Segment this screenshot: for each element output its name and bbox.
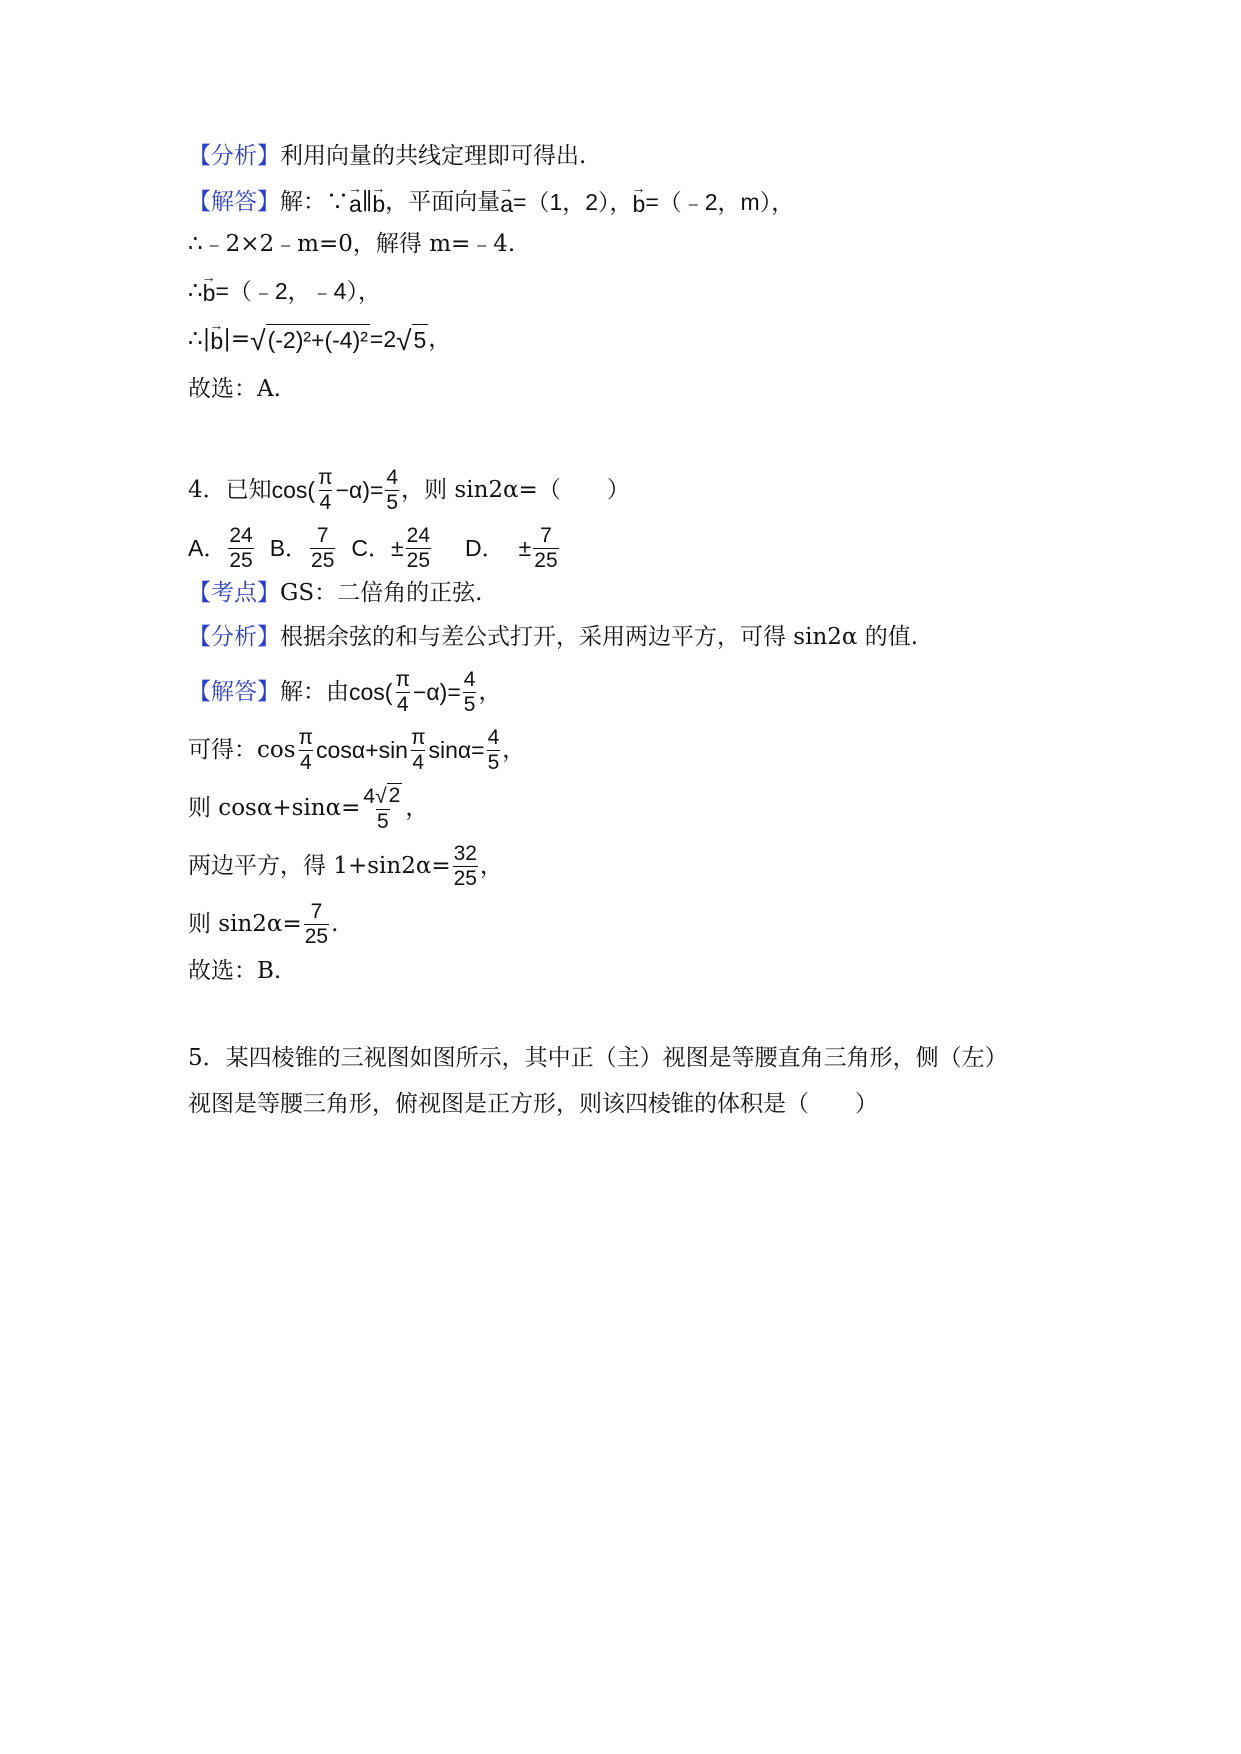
line-end: . [331,911,339,937]
answer-tag: 【解答】 [188,679,280,705]
l2-prefix: 可得：cos [188,737,296,763]
analysis-text: 利用向量的共线定理即可得出. [280,143,587,169]
parallel-symbol: ∥ [361,189,373,215]
line-end: ， [428,326,452,352]
sqrt-two: √ 2 [375,783,401,808]
sqrt-symbol: √ [250,324,266,356]
fraction-7-25: $\frac{7}{25}$ [304,899,329,948]
q4-choose [188,956,281,986]
therefore: ∴ [188,278,203,304]
fraction-pi-4: $\frac{\pi}{4}$ [395,667,410,716]
q3-analysis [188,141,586,171]
kaodian-tag: 【考点】 [188,580,280,606]
l2-mid1: cosα+sin [316,737,408,763]
q5-line2 [188,1089,878,1119]
q4-kaodian [188,578,482,608]
l2-mid2: sinα= [428,737,485,763]
option-fraction: $\frac{7}{25}$ [311,523,335,572]
fraction-4-5: $\frac{4}{5}$ [487,725,500,774]
answer-mid2: =（1，2）， [513,189,633,215]
cos-open: cos( [271,477,316,503]
stem-tail: ，则 sin2α=（ ） [401,477,630,503]
q4-line4 [188,838,503,894]
minus-alpha: −α)= [412,679,461,705]
option-c: C． ± $\frac{24}{25}$ [351,523,431,572]
question-text: 5．某四棱锥的三视图如图所示，其中正（主）视图是等腰直角三角形，侧（左） [188,1045,1008,1071]
fraction-pi-4: $\frac{\pi}{4}$ [298,725,314,774]
fraction-pi-4: $\frac{\pi}{4}$ [410,725,426,774]
analysis-tag: 【分析】 [188,624,280,650]
vector-a: → a [500,185,513,219]
line-end: ， [478,679,502,705]
q4-stem [188,462,630,518]
option-fraction: $\frac{7}{25}$ [534,523,558,572]
fraction-32-25: $\frac{32}{25}$ [453,841,477,890]
q4-answer [188,664,501,720]
therefore-abs: ∴| [188,326,211,352]
question-number: 4．已知 [188,477,272,503]
question-text: 视图是等腰三角形，俯视图是正方形，则该四棱锥的体积是（ ） [188,1091,878,1117]
fraction-4-5: $\frac{4}{5}$ [463,667,476,716]
radicand: (-2)²+(-4)² [266,324,370,355]
answer-prefix: 解：由 [280,679,349,705]
answer-prefix: 解：∵ [280,189,349,215]
q4-analysis [188,622,918,652]
answer-tag: 【解答】 [188,189,280,215]
fraction-pi-4: $\frac{\pi}{4}$ [318,465,333,514]
option-d: D． ± $\frac{7}{25}$ [465,523,558,572]
q3-answer [188,185,794,219]
q4-line5 [188,896,338,952]
l3-prefix: 则 cosα+sinα= [188,795,361,821]
q3-line2 [188,229,515,259]
equation-line: ∴﹣2×2﹣m=0，解得 m=﹣4. [188,231,516,257]
fraction-4-5: $\frac{4}{5}$ [386,465,399,514]
line-end: ， [502,737,526,763]
sqrt-five [396,324,428,355]
line-end: ， [479,853,503,879]
minus-alpha: −α)= [335,477,384,503]
q4-line2 [188,722,525,778]
q3-line3 [188,274,381,308]
cos-open: cos( [349,679,393,705]
q5-line1 [188,1043,1008,1073]
vector-b: → b [203,274,216,308]
option-fraction: $\frac{24}{25}$ [406,523,431,572]
l4-prefix: 两边平方，得 1+sin2α= [188,853,451,879]
q3-choose [188,374,281,404]
sqrt-expression [250,324,370,355]
sqrt-symbol: √ [396,324,412,356]
choose-answer: 故选：A. [188,376,281,402]
vector-a: → a [349,185,362,219]
radicand: 5 [412,324,429,355]
kaodian-text: GS：二倍角的正弦. [280,580,483,606]
option-a: A． $\frac{24}{25}$ [188,523,253,572]
answer-mid3: =（﹣2，m）， [645,189,795,215]
fraction-4root2-5: 4 √ 2 5 [363,783,401,833]
analysis-text: 根据余弦的和与差公式打开，采用两边平方，可得 sin2α 的值. [280,624,919,650]
q3-line4 [188,322,451,356]
vector-b: → b [372,185,385,219]
vector-b: → b [210,322,223,356]
choose-answer: 故选：B. [188,958,282,984]
q4-options [188,520,575,576]
equals-two: =2 [369,326,397,352]
q4-line3 [188,780,428,836]
vector-b-value: =（﹣2，﹣4）， [215,278,381,304]
answer-mid1: ，平面向量 [385,189,501,215]
option-fraction: $\frac{24}{25}$ [229,523,253,572]
line-end: ， [405,795,429,821]
vector-b: → b [633,185,646,219]
abs-close: |= [223,326,251,352]
analysis-tag: 【分析】 [188,143,280,169]
option-b: B． $\frac{7}{25}$ [269,523,335,572]
l5-prefix: 则 sin2α= [188,911,302,937]
